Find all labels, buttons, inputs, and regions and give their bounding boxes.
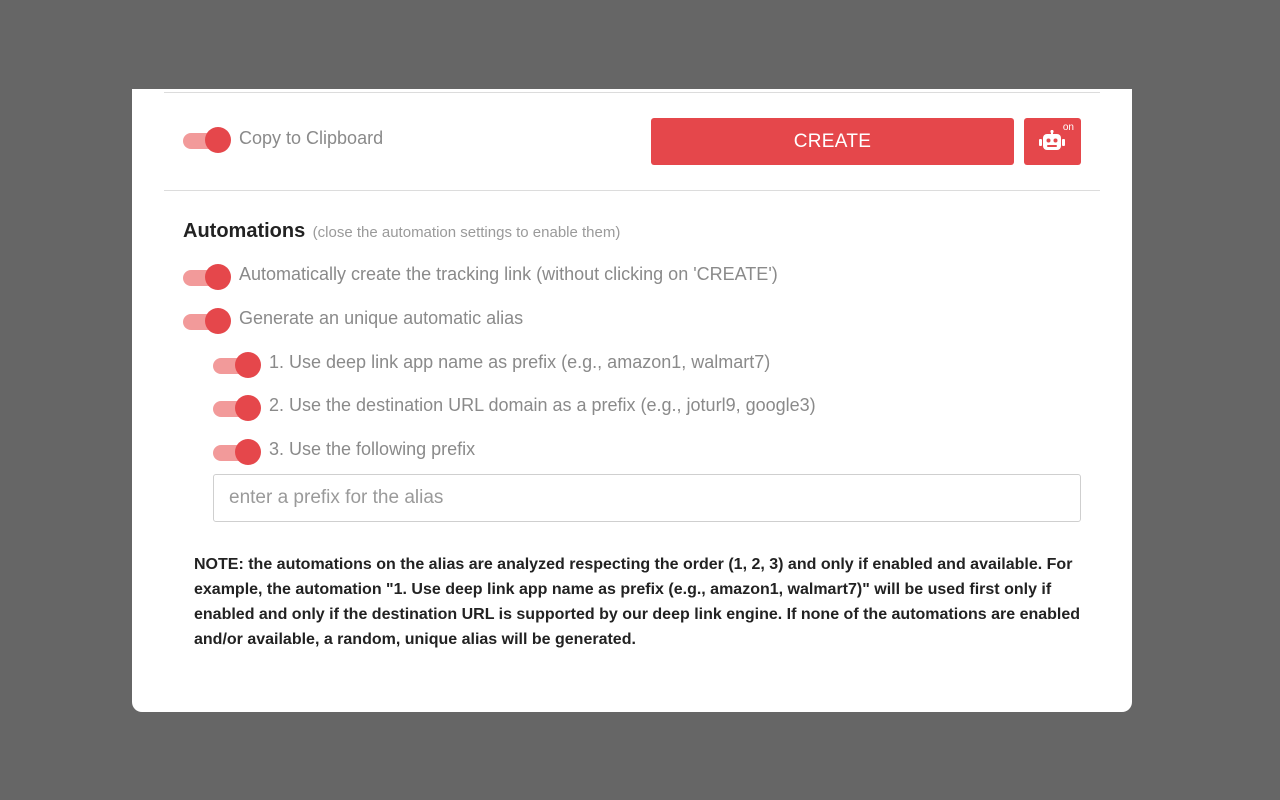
toggle-knob (205, 127, 231, 153)
auto-alias-toggle[interactable] (183, 308, 231, 334)
top-divider (164, 92, 1100, 93)
copy-to-clipboard-toggle[interactable] (183, 127, 231, 153)
option-deep-link-prefix-label: 1. Use deep link app name as prefix (e.g., amazon1, walmart7) (269, 352, 771, 372)
toggle-knob (235, 395, 261, 421)
create-button[interactable]: CREATE (651, 118, 1014, 165)
automations-hint: (close the automation settings to enable them) (312, 224, 621, 241)
toggle-knob (235, 439, 261, 465)
prefix-input[interactable] (213, 474, 1081, 522)
automation-bot-button[interactable] (1024, 118, 1081, 165)
automations-heading (183, 220, 620, 243)
automation-note: NOTE: the automations on the alias are analyzed respecting the order (1, 2, 3) and only if enabled and available. For example, the automation "1. Use deep link app name as prefix (e.g., amazon1, walmart7)" will be used first only if enabled and only if the destination URL is supported by our deep link engine. If none of the automations are enabled and/or available, a random, unique alias will be generated. (194, 556, 1081, 648)
option-domain-prefix-toggle[interactable] (213, 395, 261, 421)
bot-status-label: on (1062, 122, 1074, 133)
auto-alias-label: Generate an unique automatic alias (239, 308, 524, 328)
auto-create-label: Automatically create the tracking link (without clicking on 'CREATE') (239, 264, 778, 284)
section-divider (164, 190, 1100, 191)
option-domain-prefix-label: 2. Use the destination URL domain as a prefix (e.g., joturl9, google3) (269, 395, 816, 415)
robot-icon (1039, 130, 1065, 152)
option-custom-prefix-toggle[interactable] (213, 439, 261, 465)
toggle-knob (235, 352, 261, 378)
option-deep-link-prefix-toggle[interactable] (213, 352, 261, 378)
auto-create-toggle[interactable] (183, 264, 231, 290)
automations-title: Automations (183, 220, 306, 242)
toggle-knob (205, 308, 231, 334)
toggle-knob (205, 264, 231, 290)
automation-settings-panel (132, 89, 1132, 712)
copy-to-clipboard-label: Copy to Clipboard (239, 128, 384, 148)
option-custom-prefix-label: 3. Use the following prefix (269, 439, 476, 459)
